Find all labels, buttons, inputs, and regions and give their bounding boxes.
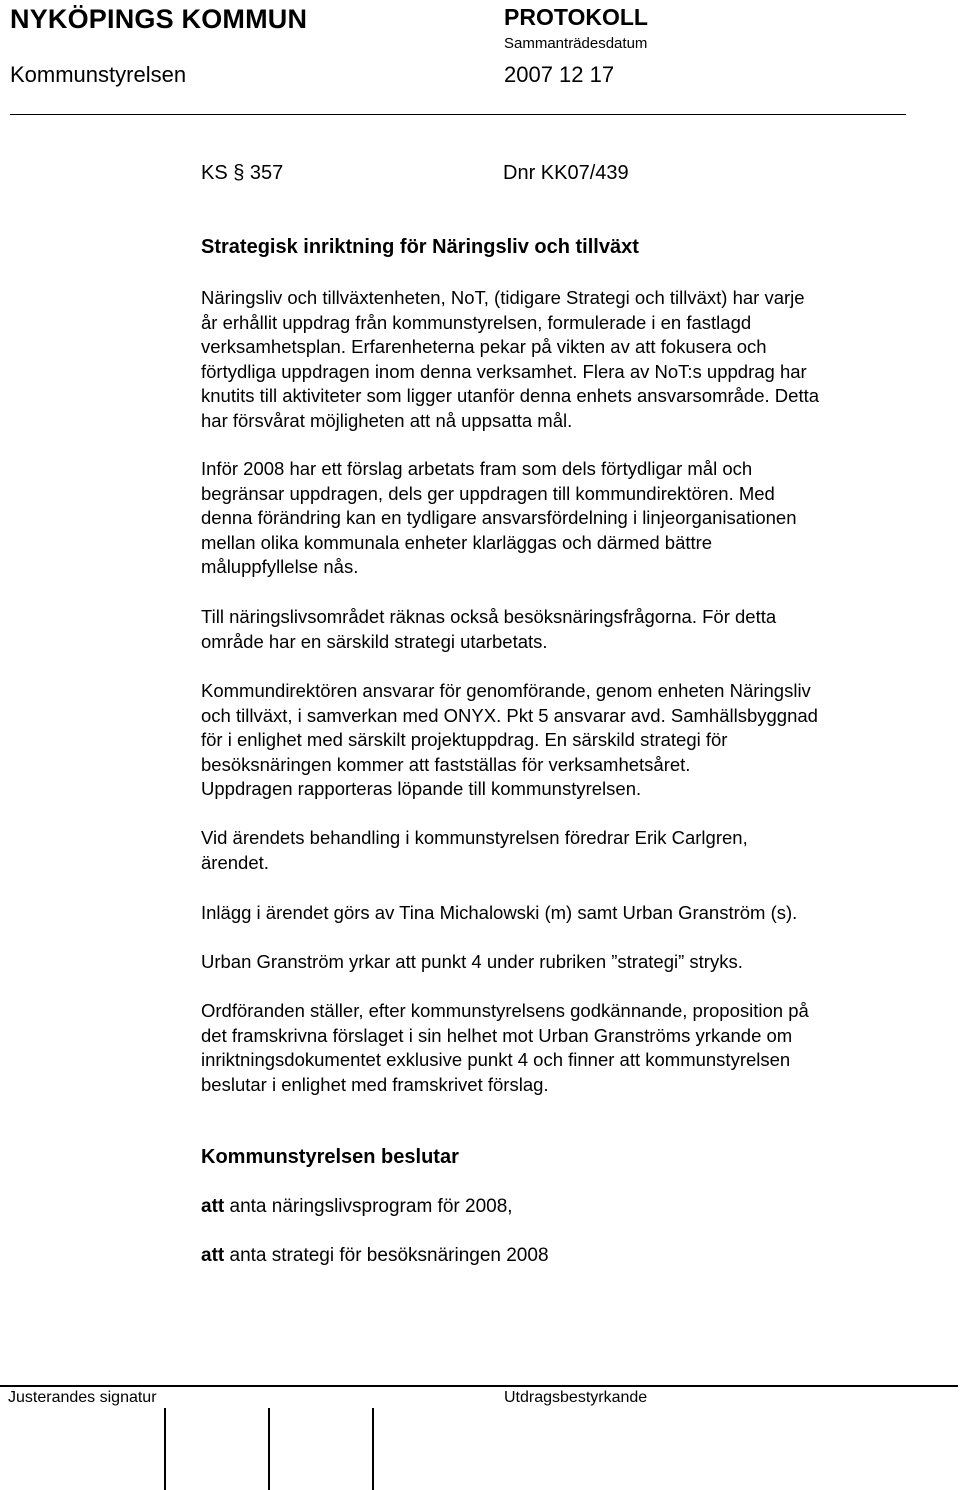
organization-name: NYKÖPINGS KOMMUN: [10, 4, 308, 34]
paragraph-chair-proposition: [201, 999, 921, 1097]
decision-text: anta strategi för besöksnäringen 2008: [224, 1245, 549, 1266]
paragraph-line: för i enlighet med särskilt projektuppdrag. En särskild strategi för: [201, 729, 728, 750]
document-type: PROTOKOLL: [504, 4, 648, 30]
paragraph-motion: [201, 950, 921, 975]
decision-item: [201, 1196, 513, 1218]
paragraph-line: det framskrivna förslaget i sin helhet mot Urban Granströms yrkande om: [201, 1024, 793, 1046]
paragraph-line: knutits till aktiviteter som ligger utanför denna enhets ansvarsområde. Detta: [201, 385, 820, 406]
meeting-date: 2007 12 17: [504, 62, 615, 87]
signature-box-divider: [164, 1408, 166, 1490]
paragraph-line: förtydliga uppdragen inom denna verksamhet. Flera av NoT:s uppdrag har: [201, 360, 807, 382]
paragraph-line: Ordföranden ställer, efter kommunstyrelsens godkännande, proposition på: [201, 1000, 809, 1021]
case-reference: KS § 357: [201, 162, 284, 184]
paragraph-line: beslutar i enlighet med framskrivet förslag.: [201, 1073, 549, 1095]
paragraph-line: denna förändring kan en tydligare ansvarsfördelning i linjeorganisationen: [201, 507, 797, 528]
decision-keyword: att: [201, 1196, 225, 1217]
paragraph-line: Kommundirektören ansvarar för genomförande, genom enheten Näringsliv: [201, 680, 811, 701]
paragraph-line: har försvårat möjligheten att nå uppsatta mål.: [201, 409, 573, 431]
decision-heading: Kommunstyrelsen beslutar: [201, 1146, 459, 1168]
certification-label: Utdragsbestyrkande: [504, 1389, 648, 1406]
paragraph-line: ärendet.: [201, 851, 269, 873]
signature-box-divider: [372, 1408, 374, 1490]
decision-item: [201, 1245, 549, 1267]
signature-box-divider: [268, 1408, 270, 1490]
paragraph-line: mellan olika kommunala enheter klarläggas och därmed bättre: [201, 531, 713, 553]
paragraph-line: Uppdragen rapporteras löpande till kommunstyrelsen.: [201, 778, 642, 799]
paragraph-responsibility: [201, 679, 921, 802]
paragraph-tourism: [201, 605, 921, 654]
meeting-date-label: Sammanträdesdatum: [504, 35, 648, 52]
paragraph-line: begränsar uppdragen, dels ger uppdragen till kommundirektören. Med: [201, 482, 775, 504]
footer-divider: [0, 1385, 958, 1387]
paragraph-contributions: [201, 901, 921, 926]
signature-label: Justerandes signatur: [8, 1389, 157, 1406]
body-name: Kommunstyrelsen: [10, 62, 187, 87]
paragraph-line: verksamhetsplan. Erfarenheterna pekar på vikten av att fokusera och: [201, 336, 767, 357]
decision-keyword: att: [201, 1245, 225, 1266]
paragraph-proposal: [201, 457, 921, 580]
paragraph-line: besöksnäringen kommer att fastställas för verksamhetsåret.: [201, 753, 691, 775]
paragraph-presentation: [201, 826, 921, 875]
paragraph-line: område har en särskild strategi utarbetats.: [201, 630, 548, 652]
case-title: Strategisk inriktning för Näringsliv och tillväxt: [201, 236, 639, 258]
decision-text: anta näringslivsprogram för 2008,: [224, 1196, 513, 1217]
paragraph-line: Urban Granström yrkar att punkt 4 under rubriken ”strategi” stryks.: [201, 951, 743, 972]
paragraph-background: [201, 286, 921, 433]
paragraph-line: Inlägg i ärendet görs av Tina Michalowski (m) samt Urban Granström (s).: [201, 902, 798, 923]
paragraph-line: och tillväxt, i samverkan med ONYX. Pkt 5 ansvarar avd. Samhällsbyggnad: [201, 704, 818, 726]
paragraph-line: år erhållit uppdrag från kommunstyrelsen, formulerade i en fastlagd: [201, 311, 752, 333]
case-dnr: Dnr KK07/439: [503, 162, 629, 184]
header-divider: [10, 114, 906, 115]
paragraph-line: Till näringslivsområdet räknas också besöksnäringsfrågorna. För detta: [201, 606, 777, 627]
paragraph-line: Näringsliv och tillväxtenheten, NoT, (tidigare Strategi och tillväxt) har varje: [201, 287, 805, 308]
paragraph-line: måluppfyllelse nås.: [201, 556, 359, 577]
paragraph-line: Vid ärendets behandling i kommunstyrelsen föredrar Erik Carlgren,: [201, 827, 748, 848]
paragraph-line: inriktningsdokumentet exklusive punkt 4 och finner att kommunstyrelsen: [201, 1049, 791, 1070]
paragraph-line: Inför 2008 har ett förslag arbetats fram som dels förtydligar mål och: [201, 458, 753, 479]
